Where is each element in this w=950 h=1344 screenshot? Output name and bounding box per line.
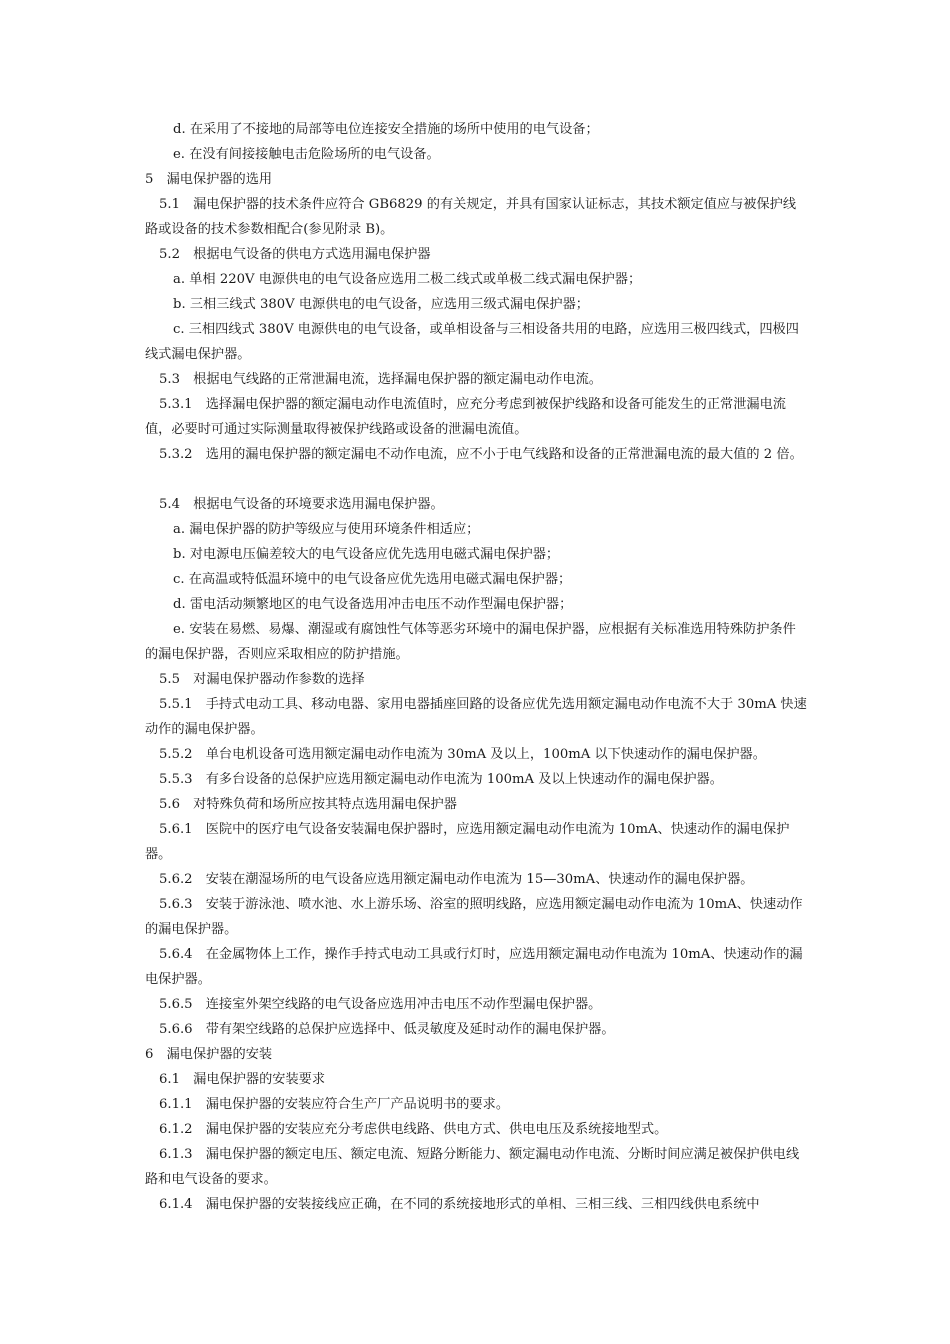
- clause-5-3-1: 5.3.1 选择漏电保护器的额定漏电动作电流值时，应充分考虑到被保护线路和设备可能发生的正常泄漏电流值，必要时可通过实际测量取得被保护线路或设备的泄漏电流值。: [145, 397, 786, 437]
- clause-5-2: 5.2 根据电气设备的供电方式选用漏电保护器: [159, 247, 431, 262]
- section-5-heading: 5 漏电保护器的选用: [145, 172, 273, 187]
- clause-5-3-2: 5.3.2 选用的漏电保护器的额定漏电不动作电流，应不小于电气线路和设备的正常泄漏电流的最大值的 2 倍。: [159, 447, 803, 462]
- clause-5-5-3: 5.5.3 有多台设备的总保护应选用额定漏电动作电流为 100mA 及以上快速动作的漏电保护器。: [159, 772, 723, 787]
- item-e: e. 在没有间接接触电击危险场所的电气设备。: [173, 147, 440, 162]
- clause-5-1: 5.1 漏电保护器的技术条件应符合 GB6829 的有关规定，并具有国家认证标志，其技术额定值应与被保护线路或设备的技术参数相配合(参见附录 B)。: [145, 197, 797, 237]
- clause-5-6-4: 5.6.4 在金属物体上工作，操作手持式电动工具或行灯时，应选用额定漏电动作电流为 10mA、快速动作的漏电保护器。: [145, 947, 803, 987]
- clause-5-3: 5.3 根据电气线路的正常泄漏电流，选择漏电保护器的额定漏电动作电流。: [159, 372, 602, 387]
- clause-5-6: 5.6 对特殊负荷和场所应按其特点选用漏电保护器: [159, 797, 457, 812]
- clause-5-4-b: b. 对电源电压偏差较大的电气设备应优先选用电磁式漏电保护器；: [173, 547, 560, 562]
- clause-5-6-2: 5.6.2 安装在潮湿场所的电气设备应选用额定漏电动作电流为 15—30mA、快速动作的漏电保护器。: [159, 872, 754, 887]
- clause-5-4-e: e. 安装在易燃、易爆、潮湿或有腐蚀性气体等恶劣环境中的漏电保护器，应根据有关标准选用特殊防护条件的漏电保护器，否则应采取相应的防护措施。: [145, 622, 796, 662]
- clause-5-2-a: a. 单相 220V 电源供电的电气设备应选用二极二线式或单极二线式漏电保护器；: [173, 272, 642, 287]
- clause-5-5-1: 5.5.1 手持式电动工具、移动电器、家用电器插座回路的设备应优先选用额定漏电动作电流不大于 30mA 快速动作的漏电保护器。: [145, 697, 807, 737]
- item-d: d. 在采用了不接地的局部等电位连接安全措施的场所中使用的电气设备；: [173, 122, 599, 137]
- clause-6-1-4: 6.1.4 漏电保护器的安装接线应正确，在不同的系统接地形式的单相、三相三线、三相四线供电系统中: [159, 1197, 760, 1212]
- clause-5-4: 5.4 根据电气设备的环境要求选用漏电保护器。: [159, 497, 444, 512]
- clause-6-1-1: 6.1.1 漏电保护器的安装应符合生产厂产品说明书的要求。: [159, 1097, 510, 1112]
- clause-5-5: 5.5 对漏电保护器动作参数的选择: [159, 672, 365, 687]
- clause-5-6-1: 5.6.1 医院中的医疗电气设备安装漏电保护器时，应选用额定漏电动作电流为 10mA、快速动作的漏电保护器。: [145, 822, 790, 862]
- clause-5-2-b: b. 三相三线式 380V 电源供电的电气设备，应选用三级式漏电保护器；: [173, 297, 589, 312]
- clause-6-1: 6.1 漏电保护器的安装要求: [159, 1072, 326, 1087]
- clause-5-6-6: 5.6.6 带有架空线路的总保护应选择中、低灵敏度及延时动作的漏电保护器。: [159, 1022, 615, 1037]
- clause-6-1-2: 6.1.2 漏电保护器的安装应充分考虑供电线路、供电方式、供电电压及系统接地型式。: [159, 1122, 668, 1137]
- clause-5-4-a: a. 漏电保护器的防护等级应与使用环境条件相适应；: [173, 522, 480, 537]
- clause-5-4-d: d. 雷电活动频繁地区的电气设备选用冲击电压不动作型漏电保护器；: [173, 597, 573, 612]
- section-6-heading: 6 漏电保护器的安装: [145, 1047, 273, 1062]
- clause-6-1-3: 6.1.3 漏电保护器的额定电压、额定电流、短路分断能力、额定漏电动作电流、分断时间应满足被保护供电线路和电气设备的要求。: [145, 1147, 800, 1187]
- clause-5-5-2: 5.5.2 单台电机设备可选用额定漏电动作电流为 30mA 及以上，100mA 以下快速动作的漏电保护器。: [159, 747, 766, 762]
- clause-5-2-c: c. 三相四线式 380V 电源供电的电气设备，或单相设备与三相设备共用的电路，应选用三极四线式，四极四线式漏电保护器。: [145, 322, 799, 362]
- clause-5-6-5: 5.6.5 连接室外架空线路的电气设备应选用冲击电压不动作型漏电保护器。: [159, 997, 602, 1012]
- clause-5-4-c: c. 在高温或特低温环境中的电气设备应优先选用电磁式漏电保护器；: [173, 572, 572, 587]
- clause-5-6-3: 5.6.3 安装于游泳池、喷水池、水上游乐场、浴室的照明线路，应选用额定漏电动作电流为 10mA、快速动作的漏电保护器。: [145, 897, 803, 937]
